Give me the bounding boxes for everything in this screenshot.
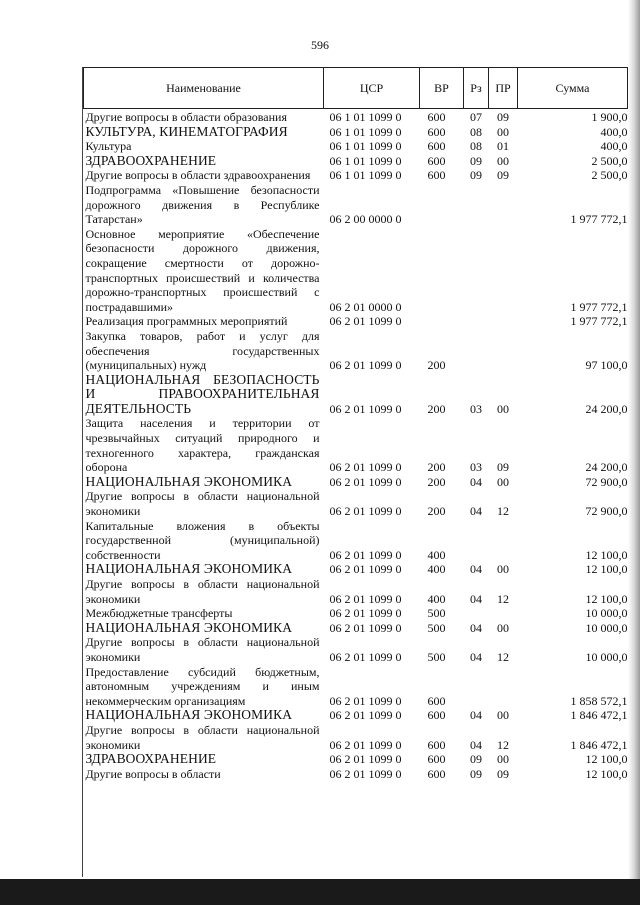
cell-csr: 06 1 01 1099 0 — [329, 124, 402, 139]
cell-sum: 1 977 772,1 — [570, 314, 628, 329]
cell-vr: 600 — [427, 124, 446, 139]
cell-name: НАЦИОНАЛЬНАЯ ЭКОНОМИКА — [85, 619, 293, 635]
cell-vr: 600 — [427, 693, 446, 708]
cell-csr: 06 2 01 1099 0 — [329, 504, 402, 519]
cell-name: Другие вопросы в области национальной экономики — [85, 635, 320, 664]
table-row — [84, 125, 628, 140]
cell-rz: 04 — [470, 504, 482, 519]
cell-vr: 600 — [427, 110, 446, 124]
cell-pr: 01 — [497, 139, 509, 154]
table-row — [84, 621, 628, 636]
table-row — [84, 416, 628, 474]
cell-csr: 06 1 01 1099 0 — [329, 168, 402, 183]
table-row — [84, 519, 628, 563]
table-row — [84, 314, 628, 329]
cell-name: НАЦИОНАЛЬНАЯ ЭКОНОМИКА — [85, 561, 293, 577]
cell-rz: 07 — [470, 110, 482, 124]
cell-vr — [420, 227, 464, 315]
cell-name: Защита населения и территории от чрезвычайных ситуаций природного и техногенного характера, гражданская оборона — [85, 416, 320, 475]
cell-sum: 1 846 472,1 — [570, 708, 628, 723]
cell-pr: 00 — [497, 401, 509, 416]
cell-rz: 04 — [470, 708, 482, 723]
column-header-pr: ПР — [489, 68, 518, 109]
cell-sum: 1 858 572,1 — [570, 693, 628, 708]
cell-name: Другие вопросы в области здравоохранения — [85, 168, 311, 183]
cell-sum: 10 000,0 — [585, 606, 628, 621]
column-header-rz: Рз — [464, 68, 489, 109]
cell-sum: 1 900,0 — [591, 110, 628, 124]
cell-name: Капитальные вложения в объекты государственной (муниципальной) собственности — [85, 518, 320, 562]
cell-rz: 03 — [470, 401, 482, 416]
cell-sum: 24 200,0 — [585, 460, 628, 475]
table-row — [84, 708, 628, 723]
cell-csr: 06 2 01 1099 0 — [329, 401, 402, 416]
cell-rz — [464, 183, 489, 227]
table-row — [84, 329, 628, 373]
cell-pr: 12 — [497, 504, 509, 519]
cell-name: НАЦИОНАЛЬНАЯ ЭКОНОМИКА — [85, 473, 293, 489]
cell-vr: 600 — [427, 737, 446, 752]
cell-sum: 12 100,0 — [585, 562, 628, 577]
cell-pr — [489, 665, 518, 709]
cell-name: Другие вопросы в области национальной экономики — [85, 722, 320, 752]
cell-rz: 09 — [470, 766, 482, 781]
cell-sum: 97 100,0 — [585, 358, 628, 373]
table-row — [84, 562, 628, 577]
cell-name: Закупка товаров, работ и услуг для обеспечения государственных (муниципальных) нужд — [85, 328, 320, 373]
cell-vr: 400 — [427, 562, 446, 577]
cell-vr — [420, 314, 464, 329]
cell-name: ЗДРАВООХРАНЕНИЕ — [85, 152, 217, 168]
cell-sum: 12 100,0 — [585, 547, 628, 562]
cell-pr: 00 — [497, 620, 509, 635]
cell-rz: 04 — [470, 474, 482, 489]
cell-pr: 00 — [497, 153, 509, 168]
table-row — [84, 475, 628, 490]
cell-pr — [489, 329, 518, 373]
cell-pr: 00 — [497, 752, 509, 767]
cell-rz — [464, 227, 489, 315]
cell-csr: 06 2 01 1099 0 — [329, 766, 402, 781]
cell-name: Культура — [85, 139, 132, 154]
cell-csr: 06 2 01 1099 0 — [329, 620, 402, 635]
column-header-csr: ЦСР — [324, 68, 420, 109]
cell-vr: 200 — [427, 401, 446, 416]
cell-pr: 12 — [497, 591, 509, 606]
cell-rz: 04 — [470, 649, 482, 664]
table-row — [84, 109, 628, 125]
cell-vr — [420, 183, 464, 227]
cell-sum: 1 977 772,1 — [570, 212, 628, 227]
cell-name: Другие вопросы в области национальной экономики — [85, 577, 320, 606]
cell-rz: 03 — [470, 460, 482, 475]
cell-vr: 400 — [427, 547, 446, 562]
cell-csr: 06 2 00 0000 0 — [329, 212, 402, 227]
cell-name: Другие вопросы в области национальной экономики — [85, 489, 320, 519]
table-row — [84, 373, 628, 417]
cell-name: Другие вопросы в области образования — [85, 110, 287, 124]
cell-sum: 2 500,0 — [591, 168, 628, 183]
cell-csr: 06 1 01 1099 0 — [329, 110, 402, 124]
cell-sum: 72 900,0 — [585, 504, 628, 519]
column-header-name: Наименование — [84, 68, 324, 109]
cell-csr: 06 2 01 1099 0 — [329, 358, 402, 373]
cell-rz: 08 — [470, 139, 482, 154]
cell-rz: 04 — [470, 737, 482, 752]
cell-rz: 09 — [470, 752, 482, 767]
cell-vr: 600 — [427, 766, 446, 781]
table-body — [84, 109, 628, 782]
cell-rz — [464, 519, 489, 563]
cell-csr: 06 2 01 1099 0 — [329, 474, 402, 489]
cell-sum: 10 000,0 — [585, 649, 628, 664]
table-row — [84, 154, 628, 169]
table-row — [84, 489, 628, 518]
cell-rz — [464, 665, 489, 709]
cell-sum: 72 900,0 — [585, 474, 628, 489]
cell-csr: 06 2 01 0000 0 — [329, 299, 402, 314]
cell-rz: 04 — [470, 591, 482, 606]
scan-edge-right — [628, 0, 640, 905]
cell-sum: 2 500,0 — [591, 153, 628, 168]
cell-csr: 06 2 01 1099 0 — [329, 693, 402, 708]
cell-name: Подпрограмма «Повышение безопасности дорожного движения в Республике Татарстан» — [85, 182, 320, 227]
cell-vr: 600 — [427, 139, 446, 154]
cell-pr: 09 — [497, 168, 509, 183]
cell-sum: 12 100,0 — [585, 591, 628, 606]
cell-sum: 12 100,0 — [585, 766, 628, 781]
cell-sum: 1 977 772,1 — [570, 299, 628, 314]
table-row — [84, 168, 628, 183]
cell-pr: 12 — [497, 649, 509, 664]
cell-sum: 400,0 — [600, 139, 628, 154]
cell-rz — [464, 329, 489, 373]
page-number: 596 — [311, 38, 329, 52]
cell-vr: 400 — [427, 591, 446, 606]
cell-pr: 00 — [497, 474, 509, 489]
table-row — [84, 635, 628, 664]
scan-edge-bottom — [0, 879, 640, 905]
table-row — [84, 723, 628, 752]
cell-vr: 500 — [427, 649, 446, 664]
cell-pr: 09 — [497, 460, 509, 475]
cell-pr — [489, 519, 518, 563]
cell-pr — [489, 183, 518, 227]
cell-sum: 12 100,0 — [585, 752, 628, 767]
cell-rz: 04 — [470, 562, 482, 577]
column-header-vr: ВР — [420, 68, 464, 109]
cell-csr: 06 2 01 1099 0 — [329, 591, 402, 606]
cell-csr: 06 2 01 1099 0 — [329, 606, 402, 621]
table-row — [84, 665, 628, 709]
cell-csr: 06 2 01 1099 0 — [329, 314, 402, 329]
cell-pr — [489, 606, 518, 621]
budget-table — [83, 67, 628, 781]
cell-name: Основное мероприятие «Обеспечение безопасности дорожного движения, сокращение смертности от дорожно-транспортных происшествий и количества дорожно-транспортных происшествий с пострадавшими» — [85, 226, 320, 314]
cell-vr: 600 — [427, 153, 446, 168]
cell-sum: 1 846 472,1 — [570, 737, 628, 752]
table-row — [84, 577, 628, 606]
table-row — [84, 606, 628, 621]
cell-csr: 06 2 01 1099 0 — [329, 649, 402, 664]
cell-vr: 600 — [427, 168, 446, 183]
cell-rz — [464, 606, 489, 621]
cell-name: Межбюджетные трансферты — [85, 606, 233, 621]
cell-rz: 09 — [470, 153, 482, 168]
cell-sum: 24 200,0 — [585, 401, 628, 416]
cell-name: НАЦИОНАЛЬНАЯ БЕЗОПАСНОСТЬ И ПРАВООХРАНИТЕЛЬНАЯ ДЕЯТЕЛЬНОСТЬ — [85, 371, 320, 416]
cell-vr: 200 — [427, 358, 446, 373]
table-header-row — [84, 68, 628, 109]
cell-name: Реализация программных мероприятий — [85, 314, 288, 329]
cell-name: Другие вопросы в области — [85, 766, 221, 781]
cell-sum: 400,0 — [600, 124, 628, 139]
cell-pr: 12 — [497, 737, 509, 752]
cell-pr: 09 — [497, 766, 509, 781]
cell-vr: 600 — [427, 708, 446, 723]
column-header-sum: Сумма — [518, 68, 628, 109]
table-row — [84, 227, 628, 315]
cell-csr: 06 2 01 1099 0 — [329, 562, 402, 577]
cell-rz: 08 — [470, 124, 482, 139]
table-row — [84, 183, 628, 227]
cell-vr: 500 — [427, 620, 446, 635]
cell-pr: 00 — [497, 708, 509, 723]
cell-pr — [489, 314, 518, 329]
cell-pr: 09 — [497, 110, 509, 124]
cell-rz — [464, 314, 489, 329]
cell-name: Предоставление субсидий бюджетным, автономным учреждениям и иным некоммерческим организациям — [85, 664, 320, 708]
cell-pr — [489, 227, 518, 315]
cell-name: КУЛЬТУРА, КИНЕМАТОГРАФИЯ — [85, 123, 288, 139]
cell-rz: 09 — [470, 168, 482, 183]
table-row — [84, 752, 628, 767]
cell-csr: 06 2 01 1099 0 — [329, 737, 402, 752]
cell-vr: 200 — [427, 460, 446, 475]
cell-vr: 600 — [427, 752, 446, 767]
cell-rz: 04 — [470, 620, 482, 635]
cell-vr: 200 — [427, 504, 446, 519]
table-row — [84, 139, 628, 154]
cell-csr: 06 1 01 1099 0 — [329, 153, 402, 168]
cell-csr: 06 2 01 1099 0 — [329, 708, 402, 723]
cell-name: ЗДРАВООХРАНЕНИЕ — [85, 751, 217, 767]
cell-pr: 00 — [497, 124, 509, 139]
table-row — [84, 767, 628, 782]
cell-sum: 10 000,0 — [585, 620, 628, 635]
cell-vr: 500 — [427, 606, 446, 621]
cell-vr: 200 — [427, 474, 446, 489]
cell-name: НАЦИОНАЛЬНАЯ ЭКОНОМИКА — [85, 707, 293, 723]
cell-pr: 00 — [497, 562, 509, 577]
cell-csr: 06 2 01 1099 0 — [329, 752, 402, 767]
cell-csr: 06 1 01 1099 0 — [329, 139, 402, 154]
cell-csr: 06 2 01 1099 0 — [329, 460, 402, 475]
cell-csr: 06 2 01 1099 0 — [329, 547, 402, 562]
